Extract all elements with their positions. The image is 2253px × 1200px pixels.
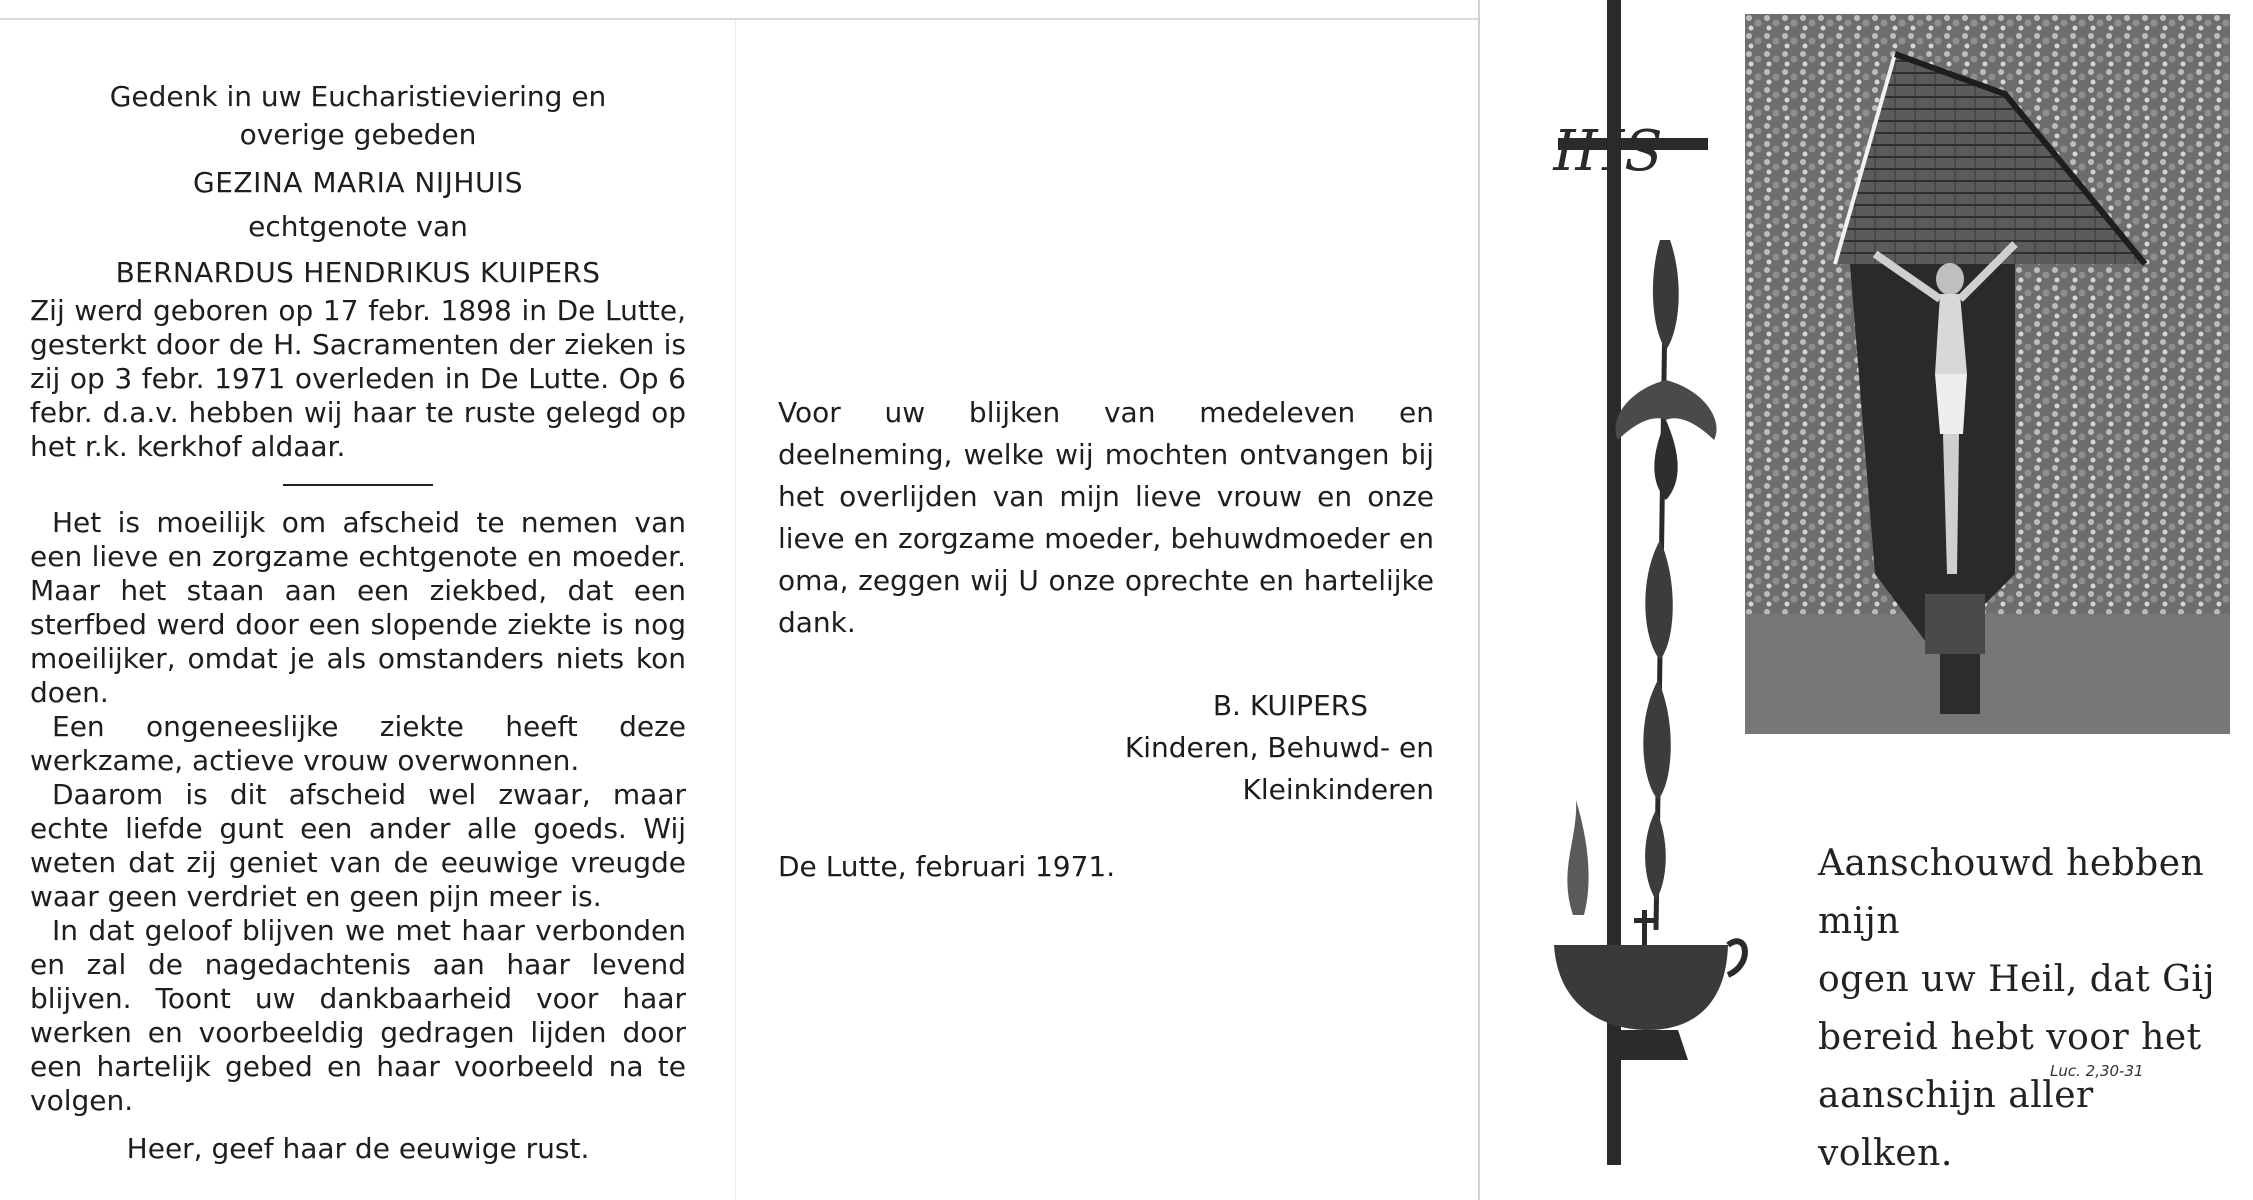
biography-text: Zij werd geboren op 17 febr. 1898 in De Lutte, gesterkt door de H. Sacramenten der zieken is zij op 3 febr. 1971 overleden in De Lutte. Op 6 febr. d.a.v. hebben wij haar te ruste gelegd op het r.k. kerkhof aldaar. [30, 294, 686, 463]
center-fold-line [735, 20, 736, 1200]
spouse-of-label: echtgenote van [248, 210, 468, 243]
signature-block [778, 685, 1434, 811]
verse-reference: Luc. 2,30-31 [2050, 1062, 2144, 1080]
memorial-paragraph-3: Daarom is dit afscheid wel zwaar, maar echte liefde gunt een ander alle goeds. Wij weten dat zij geniet van de eeuwige vreugde waar geen verdriet en geen pijn meer is. [30, 778, 686, 913]
cross-lily-lamp-illustration [1548, 0, 1748, 1170]
verse-line-3: bereid hebt voor het [1818, 1017, 2202, 1058]
signature-name: B. KUIPERS [1212, 689, 1368, 722]
bible-verse [1818, 835, 2218, 1183]
verse-line-2: ogen uw Heil, dat Gij [1818, 959, 2216, 1000]
crucifix-photo [1745, 14, 2230, 734]
memorial-paragraph-1: Het is moeilijk om afscheid te nemen van een lieve en zorgzame echtgenote en moeder. Maar het staan aan een ziekbed, dat een sterfbed werd door een slopende ziekte is nog moeilijker, omdat je als omstanders niets kon doen. [30, 506, 686, 709]
top-fold-line [0, 18, 1480, 20]
place-and-date: De Lutte, februari 1971. [778, 850, 1116, 883]
husband-name: BERNARDUS HENDRIKUS KUIPERS [115, 256, 601, 289]
deceased-name: GEZINA MARIA NIJHUIS [193, 166, 523, 199]
signature-line-2: Kinderen, Behuwd- en [1124, 731, 1434, 764]
memorial-paragraph-2: Een ongeneeslijke ziekte heeft deze werkzame, actieve vrouw overwonnen. [30, 710, 686, 777]
verse-line-4: aanschijn aller volken. [1818, 1075, 2094, 1174]
memorial-paragraph-4: In dat geloof blijven we met haar verbonden en zal de nagedachtenis aan haar levend blijven. Toont uw dankbaarheid voor haar werken en voorbeeldig gedragen lijden door een hartelijk gebed en haar voorbeeld na te volgen. [30, 914, 686, 1117]
verse-line-1: Aanschouwd hebben mijn [1818, 843, 2205, 942]
ihs-monogram: IHS [1553, 119, 1663, 184]
closing-prayer: Heer, geef haar de eeuwige rust. [126, 1132, 590, 1165]
divider-rule [283, 484, 433, 486]
left-panel [30, 80, 686, 1166]
intro-line-2: overige gebeden [239, 118, 477, 151]
signature-line-3: Kleinkinderen [1242, 773, 1434, 806]
middle-panel [778, 392, 1434, 644]
thanks-text: Voor uw blijken van medeleven en deelneming, welke wij mochten ontvangen bij het overlijden van mijn lieve vrouw en onze lieve en zorgzame moeder, behuwdmoeder en oma, zeggen wij U onze oprechte en hartelijke dank. [778, 396, 1434, 639]
intro-line-1: Gedenk in uw Eucharistieviering en [109, 80, 607, 113]
